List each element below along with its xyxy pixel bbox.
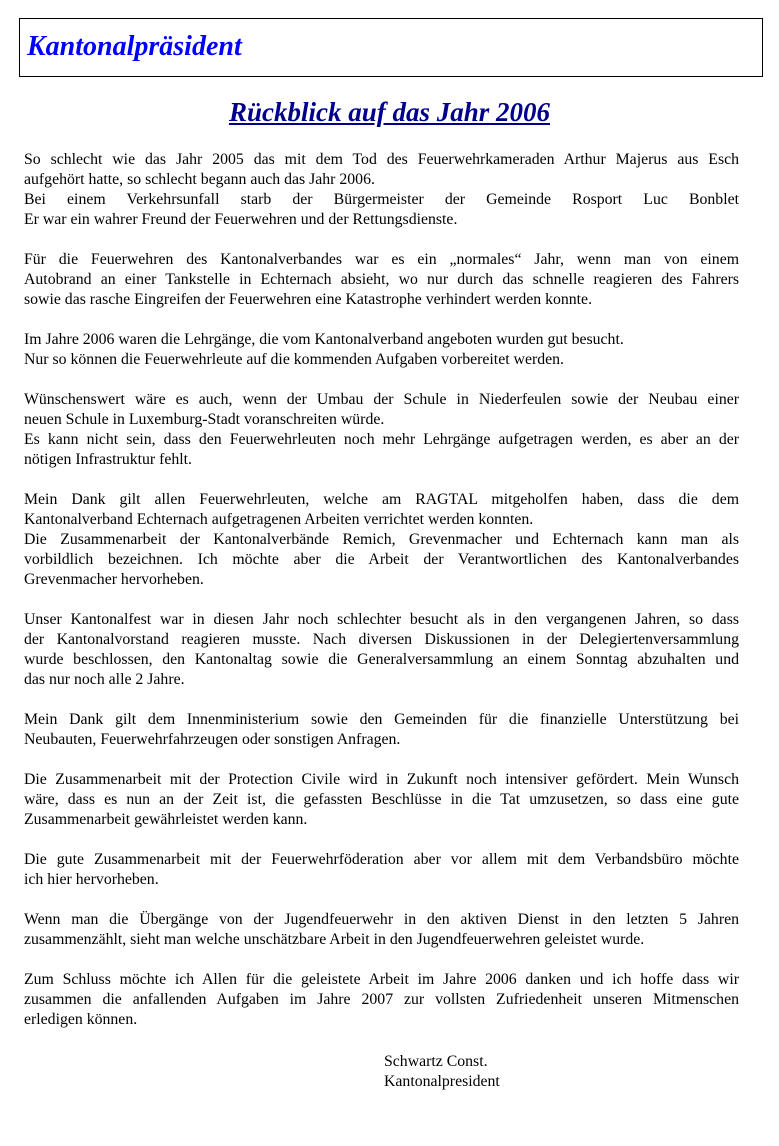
document-title: Rückblick auf das Jahr 2006 (228, 97, 551, 127)
paragraph-line: Für die Feuerwehren des Kantonalverbandes war es ein „normales“ Jahr, wenn man von einem (24, 251, 739, 268)
paragraph-line: Zum Schluss möchte ich Allen für die geleistete Arbeit im Jahre 2006 danken und ich hoffe dass wir (24, 971, 739, 988)
header-title: Kantonalpräsident (27, 31, 242, 62)
paragraph-line: Er war ein wahrer Freund der Feuerwehren und der Rettungsdienste. (24, 211, 458, 228)
paragraph-line: aufgehört hatte, so schlecht begann auch das Jahr 2006. (24, 171, 375, 188)
paragraph-line: Mein Dank gilt dem Innenministerium sowie den Gemeinden für die finanzielle Unterstützung bei (24, 711, 739, 728)
paragraph-line: Es kann nicht sein, dass den Feuerwehrleuten noch mehr Lehrgänge aufgetragen werden, es aber an der (24, 431, 739, 448)
body-paragraph (24, 150, 739, 230)
body-paragraph (24, 250, 739, 310)
paragraph-line: Mein Dank gilt allen Feuerwehrleuten, welche am RAGTAL mitgeholfen haben, dass die dem (24, 491, 739, 508)
paragraph-line: Die gute Zusammenarbeit mit der Feuerwehrföderation aber vor allem mit dem Verbandsbüro möchte (24, 851, 739, 868)
paragraph-line: wurde beschlossen, den Kantonaltag sowie die Generalversammlung an einem Sonntag abzuhalten und (24, 651, 739, 668)
body-paragraph (24, 330, 739, 370)
body-paragraph (24, 910, 739, 950)
paragraph-line: zusammenzählt, sieht man welche unschätzbare Arbeit in den Jugendfeuerwehren geleistet wurde. (24, 931, 645, 948)
paragraph-line: nötigen Infrastruktur fehlt. (24, 451, 193, 468)
paragraph-line: der Kantonalvorstand reagieren musste. Nach diversen Diskussionen in der Delegiertenversammlung (24, 631, 739, 648)
paragraph-line: Unser Kantonalfest war in diesen Jahr noch schlechter besucht als in den vergangenen Jahren, so dass (24, 611, 739, 628)
paragraph-line: Die Zusammenarbeit der Kantonalverbände Remich, Grevenmacher und Echternach kann man als (24, 531, 739, 548)
body-paragraph (24, 970, 739, 1030)
paragraph-line: wäre, dass es nun an der Zeit ist, die gefassten Beschlüsse in die Tat umzusetzen, so dass eine gute (24, 791, 739, 808)
paragraph-line: ich hier hervorheben. (24, 871, 159, 888)
paragraph-line: neuen Schule in Luxemburg-Stadt voranschreiten würde. (24, 411, 385, 428)
paragraph-line: Autobrand an einer Tankstelle in Echternach absieht, wo nur durch das schnelle reagieren des Fahrers (24, 271, 739, 288)
header-box (19, 18, 763, 77)
paragraph-line: Wünschenswert wäre es auch, wenn der Umbau der Schule in Niederfeulen sowie der Neubau einer (24, 391, 739, 408)
signature-block (384, 1052, 500, 1092)
paragraph-line: Die Zusammenarbeit mit der Protection Civile wird in Zukunft noch intensiver gefördert. Mein Wunsch (24, 771, 739, 788)
paragraph-line: Wenn man die Übergänge von der Jugendfeuerwehr in den aktiven Dienst in den letzten 5 Jahren (24, 911, 739, 928)
paragraph-line: Grevenmacher hervorheben. (24, 571, 204, 588)
body-paragraph (24, 390, 739, 470)
paragraph-line: Nur so können die Feuerwehrleute auf die kommenden Aufgaben vorbereitet werden. (24, 351, 564, 368)
paragraph-line: erledigen können. (24, 1011, 138, 1028)
paragraph-line: Bei einem Verkehrsunfall starb der Bürgermeister der Gemeinde Rosport Luc Bonblet (24, 191, 739, 208)
document-body (24, 150, 739, 1050)
paragraph-line: So schlecht wie das Jahr 2005 das mit dem Tod des Feuerwehrkameraden Arthur Majerus aus Esch (24, 151, 739, 168)
body-paragraph (24, 770, 739, 830)
body-paragraph (24, 710, 739, 750)
body-paragraph (24, 850, 739, 890)
paragraph-line: Kantonalverband Echternach aufgetragenen Arbeiten verrichtet werden konnten. (24, 511, 534, 528)
paragraph-line: sowie das rasche Eingreifen der Feuerwehren eine Katastrophe verhindert werden konnte. (24, 291, 593, 308)
signature-name: Schwartz Const. (384, 1053, 488, 1070)
signature-role: Kantonalpresident (384, 1073, 500, 1090)
paragraph-line: zusammen die anfallenden Aufgaben im Jahre 2007 zur vollsten Zufriedenheit unseren Mitmenschen (24, 991, 739, 1008)
paragraph-line: Im Jahre 2006 waren die Lehrgänge, die vom Kantonalverband angeboten wurden gut besucht. (24, 331, 624, 348)
paragraph-line: vorbildlich bezeichnen. Ich möchte aber die Arbeit der Verantwortlichen des Kantonalverbandes (24, 551, 739, 568)
paragraph-line: Zusammenarbeit gewährleistet werden kann. (24, 811, 308, 828)
body-paragraph (24, 490, 739, 590)
paragraph-line: Neubauten, Feuerwehrfahrzeugen oder sonstigen Anfragen. (24, 731, 401, 748)
paragraph-line: das nur noch alle 2 Jahre. (24, 671, 185, 688)
body-paragraph (24, 610, 739, 690)
